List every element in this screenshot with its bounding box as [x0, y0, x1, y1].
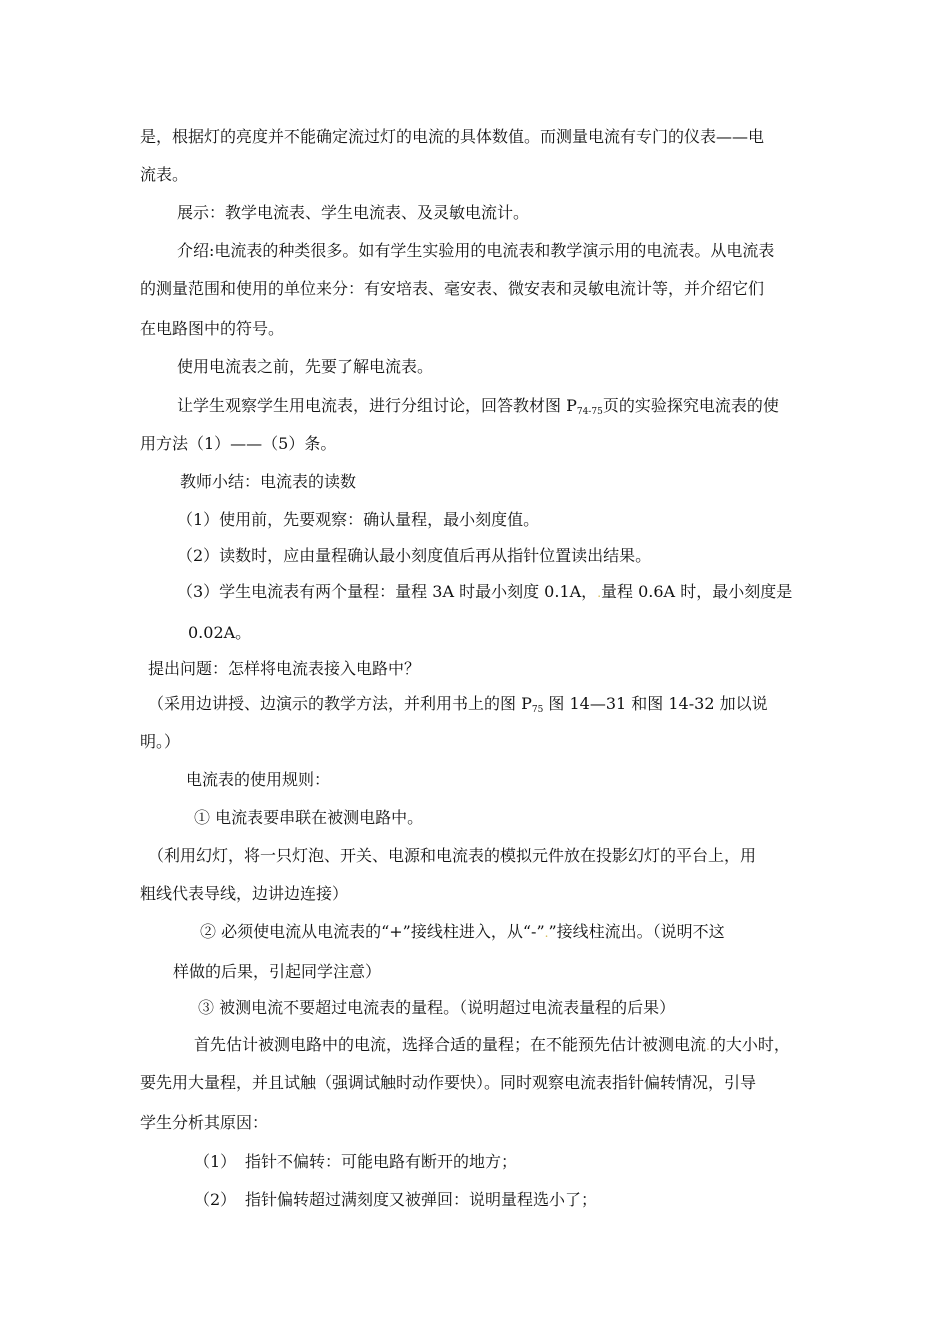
paragraph-text: 量程 0.6A 时，最小刻度是 — [601, 582, 793, 601]
rules-heading: 电流表的使用规则： — [186, 770, 331, 789]
paragraph-line: 流表。 — [140, 165, 189, 184]
paragraph-line: 使用电流表之前，先要了解电流表。 — [177, 357, 434, 376]
paragraph-line — [148, 694, 768, 720]
paragraph-text: 的大小时， — [709, 1035, 790, 1054]
list-item: 指针不偏转：可能电路有断开的地方； — [245, 1152, 518, 1171]
rule-item: ③ 被测电流不要超过电流表的量程。（说明超过电流表量程的后果） — [198, 998, 676, 1017]
paragraph-line: 介绍:电流表的种类很多。如有学生实验用的电流表和教学演示用的电流表。从电流表 — [177, 241, 775, 260]
page-range-subscript: 74-75 — [576, 407, 603, 417]
page-subscript: 75 — [531, 705, 544, 715]
paragraph-line: 用方法（1）——（5）条。 — [140, 434, 337, 453]
paragraph-line: 的测量范围和使用的单位来分：有安培表、毫安表、微安表和灵敏电流计等，并介绍它们 — [140, 279, 765, 298]
paragraph-line: 学生分析其原因： — [140, 1113, 269, 1132]
annotation-mark: . — [544, 926, 549, 940]
paragraph-line — [177, 396, 779, 422]
paragraph-line — [194, 1035, 790, 1056]
paragraph-line: 在电路图中的符号。 — [140, 319, 285, 338]
paragraph-text: ② 必须使电流从电流表的“+”接线柱进入，从“-” — [200, 922, 545, 941]
paragraph-text: 让学生观察学生用电流表，进行分组讨论，回答教材图 P — [177, 396, 577, 415]
paragraph-text: 页的实验探究电流表的使 — [602, 396, 779, 415]
summary-heading: 教师小结：电流表的读数 — [180, 472, 357, 491]
list-item-number: （1） — [194, 1152, 237, 1171]
paragraph-line: 要先用大量程，并且试触（强调试触时动作要快）。同时观察电流表指针偏转情况，引导 — [140, 1073, 757, 1092]
paragraph-text: 首先估计被测电路中的电流，选择合适的量程；在不能预先估计被测电流 — [194, 1035, 707, 1054]
paragraph-text: （采用边讲授、边演示的教学方法，并利用书上的图 P — [148, 694, 532, 713]
paragraph-line: 样做的后果，引起同学注意） — [173, 962, 382, 981]
rule-item — [200, 922, 725, 943]
paragraph-line: 展示：教学电流表、学生电流表、及灵敏电流计。 — [177, 203, 530, 222]
annotation-mark: . — [597, 586, 602, 600]
paragraph-line: （利用幻灯，将一只灯泡、开关、电源和电流表的模拟元件放在投影幻灯的平台上，用 — [148, 846, 757, 865]
annotation-mark: . — [706, 1039, 710, 1053]
question-heading: 提出问题：怎样将电流表接入电路中？ — [148, 659, 421, 678]
list-item — [177, 582, 792, 603]
list-item-number: （2） — [194, 1190, 237, 1209]
paragraph-line: 0.02A。 — [188, 623, 252, 642]
paragraph-line: 明。） — [140, 732, 181, 751]
paragraph-line: 粗线代表导线，边讲边连接） — [140, 884, 349, 903]
rule-item: ① 电流表要串联在被测电路中。 — [194, 808, 424, 827]
paragraph-text: ”接线柱流出。（说明不这 — [548, 922, 725, 941]
paragraph-line: 是，根据灯的亮度并不能确定流过灯的电流的具体数值。而测量电流有专门的仪表——电 — [140, 127, 765, 146]
list-item: （2）读数时，应由量程确认最小刻度值后再从指针位置读出结果。 — [177, 546, 652, 565]
list-item: 指针偏转超过满刻度又被弹回：说明量程选小了； — [245, 1190, 598, 1209]
paragraph-text: （3）学生电流表有两个量程：量程 3A 时最小刻度 0.1A， — [177, 582, 598, 601]
paragraph-text: 图 14—31 和图 14-32 加以说 — [543, 694, 768, 713]
list-item: （1）使用前，先要观察：确认量程，最小刻度值。 — [177, 510, 540, 529]
